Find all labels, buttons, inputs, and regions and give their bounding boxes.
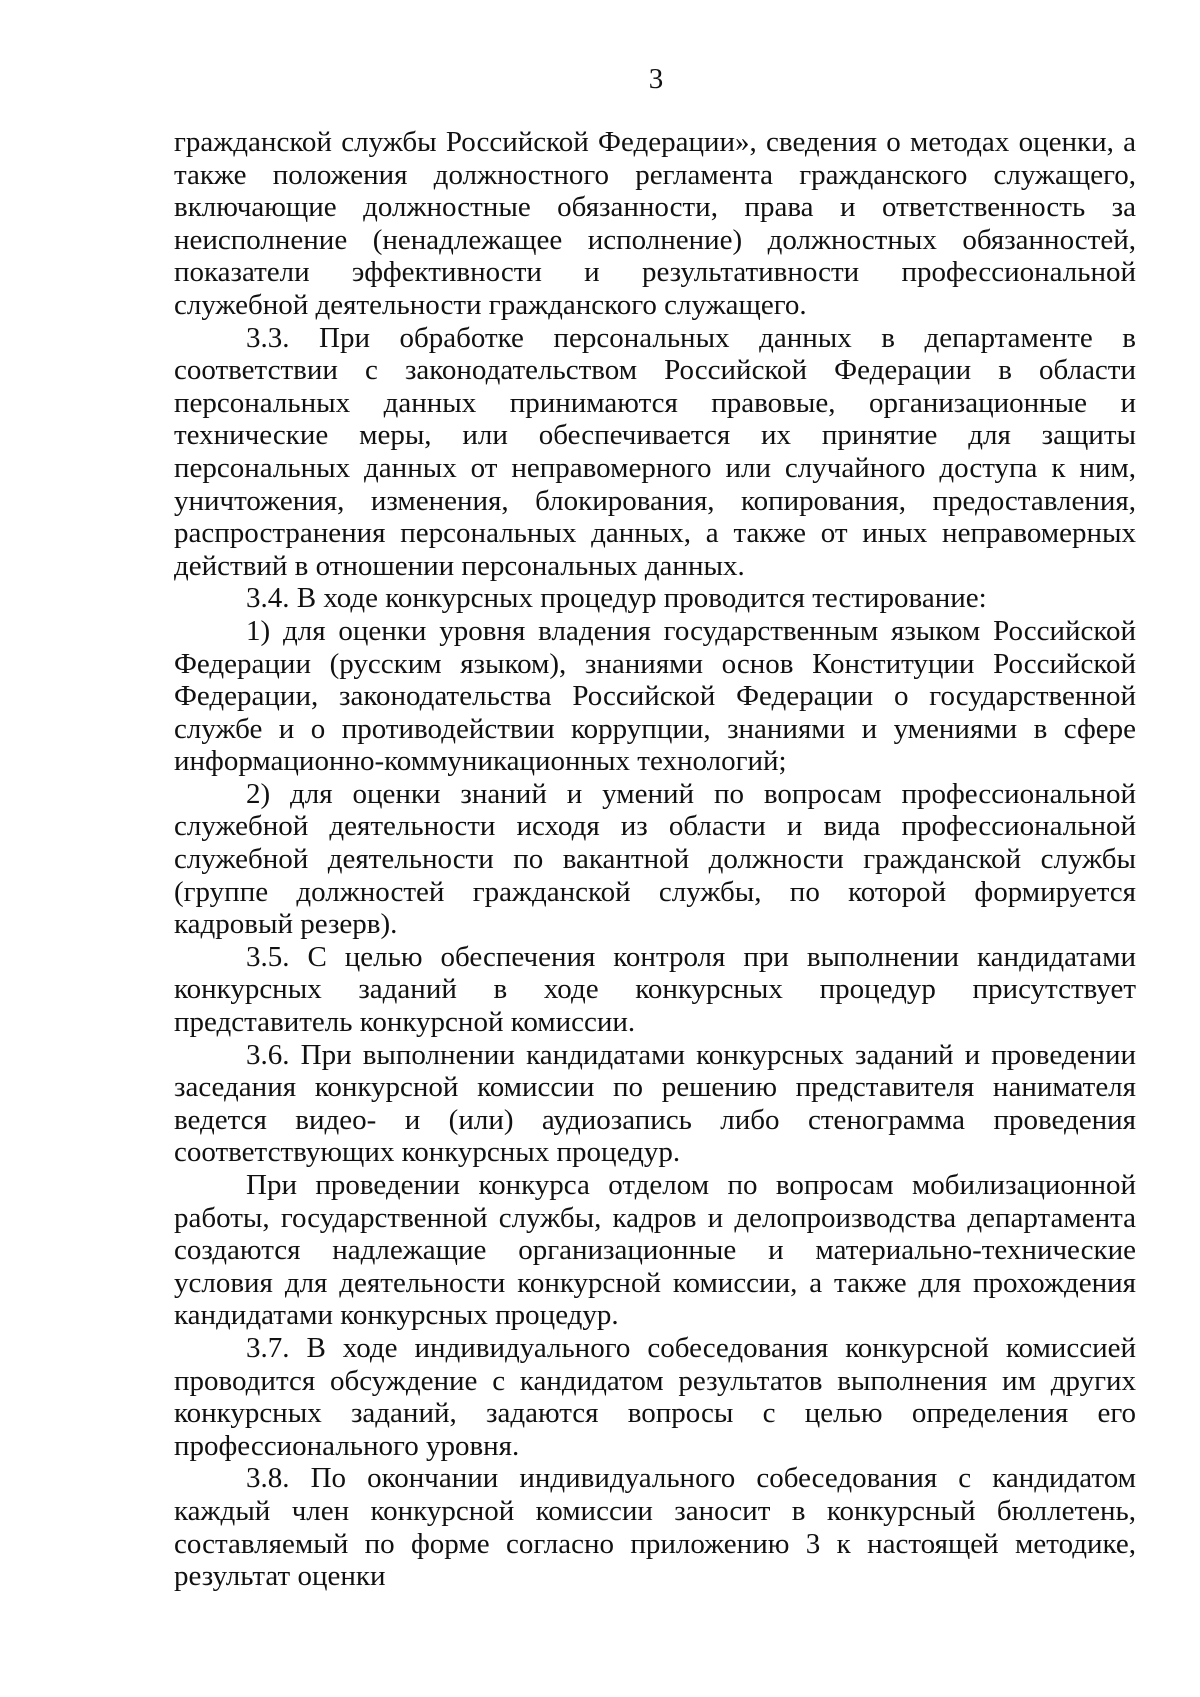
document-body (174, 126, 1136, 1593)
paragraph-continuation: гражданской службы Российской Федерации», сведения о методах оценки, а также положения должностного регламента гражданского служащего, включающие должностные обязанности, права и ответственность за неисполнение (ненадлежащее исполнение) должностных обязанностей, показатели эффективности и результативности профессиональной служебной деятельности гражданского служащего. (174, 126, 1136, 321)
paragraph-3-7: 3.7. В ходе индивидуального собеседования конкурсной комиссией проводится обсуждение с кандидатом результатов выполнения им других конкурсных заданий, задаются вопросы с целью определения его профессионального уровня. (174, 1331, 1136, 1462)
paragraph-3-6-continued: При проведении конкурса отделом по вопросам мобилизационной работы, государственной службы, кадров и делопроизводства департамента создаются надлежащие организационные и материально-технические условия для деятельности конкурсной комиссии, а также для прохождения кандидатами конкурсных процедур. (174, 1169, 1136, 1332)
paragraph-3-4-item-1: 1) для оценки уровня владения государственным языком Российской Федерации (русским языком), знаниями основ Конституции Российской Федерации, законодательства Российской Федерации о государственной службе и о противодействии коррупции, знаниями и умениями в сфере информационно-коммуникационных технологий; (174, 614, 1136, 778)
paragraph-3-4-item-2: 2) для оценки знаний и умений по вопросам профессиональной служебной деятельности исходя из области и вида профессиональной служебной деятельности по вакантной должности гражданской службы (группе должностей гражданской службы, по которой формируется кадровый резерв). (174, 777, 1136, 941)
paragraph-3-8: 3.8. По окончании индивидуального собеседования с кандидатом каждый член конкурсной комиссии заносит в конкурсный бюллетень, составляемый по форме согласно приложению 3 к настоящей методике, результат оценки (174, 1462, 1136, 1593)
paragraph-3-3: 3.3. При обработке персональных данных в департаменте в соответствии с законодательством Российской Федерации в области персональных данных принимаются правовые, организационные и технические меры, или обеспечивается их принятие для защиты персональных данных от неправомерного или случайного доступа к ним, уничтожения, изменения, блокирования, копирования, предоставления, распространения персональных данных, а также от иных неправомерных действий в отношении персональных данных. (174, 321, 1136, 582)
paragraph-3-4: 3.4. В ходе конкурсных процедур проводится тестирование: (246, 582, 987, 615)
page-number: 3 (648, 63, 664, 95)
paragraph-3-5: 3.5. С целью обеспечения контроля при выполнении кандидатами конкурсных заданий в ходе конкурсных процедур присутствует представитель конкурсной комиссии. (174, 940, 1136, 1039)
paragraph-3-6: 3.6. При выполнении кандидатами конкурсных заданий и проведении заседания конкурсной комиссии по решению представителя нанимателя ведется видео- и (или) аудиозапись либо стенограмма проведения соответствующих конкурсных процедур. (174, 1038, 1136, 1169)
